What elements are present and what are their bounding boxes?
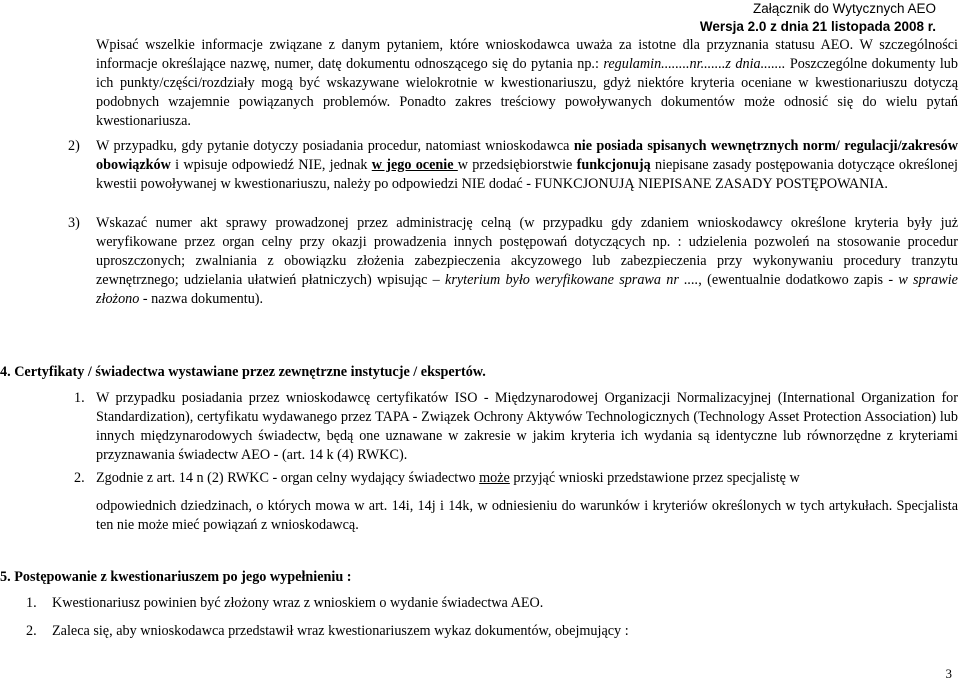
item-3-number: 3) xyxy=(68,215,80,231)
section-4-item-2: Zgodnie z art. 14 n (2) RWKC - organ celny wydający świadectwo może przyjąć wnioski przedstawione przez specjalistę w xyxy=(96,470,800,486)
section-5-item-1-number: 1. xyxy=(26,595,37,611)
header-attachment-line: Załącznik do Wytycznych AEO xyxy=(753,1,936,16)
section-5-item-2-number: 2. xyxy=(26,623,37,639)
intro-paragraph: Wpisać wszelkie informacje związane z danym pytaniem, które wnioskodawca uważa za istotne dla przyznania statusu AEO. W szczególności informacje określające nazwę, numer, datę dokumentu odnoszącego się do pytania np.: regulamin........nr.......z dnia....... Poszczególne dokumenty lub ich punkty/części/rozdziały mogą być wskazywane wielokrotnie w kwestionariuszu, gdyż niektóre kryteria oceniane w kwestionariuszu dotyczą podobnych wzajemnie powiązanych problemów. Ponadto zakres treściowy powoływanych dokumentów może odnosić się do wielu pytań kwestionariusza. xyxy=(96,37,958,129)
section-4-item-1: W przypadku posiadania przez wnioskodawcę certyfikatów ISO - Międzynarodowej Organizacji Normalizacyjnej (International Organization for Standardization), certyfikatu wydawanego przez TAPA - Związek Ochrony Aktywów Technologicznych (Technology Asset Protection Association) lub innych międzynarodowych świadectw, będą one uznawane w zakresie w jakim kryteria ich wydania są identyczne lub równorzędne z kryteriami przyznawania świadectw AEO - (art. 14 k (4) RWKC). xyxy=(96,390,958,463)
section-4-item-2-continuation: odpowiednich dziedzinach, o których mowa w art. 14i, 14j i 14k, w odniesieniu do warunków i kryteriów określonych w tych artykułach. Specjalista ten nie może mieć powiązań z wnioskodawcą. xyxy=(96,498,958,533)
page-number: 3 xyxy=(945,666,952,681)
header-version-line: Wersja 2.0 z dnia 21 listopada 2008 r. xyxy=(699,19,936,34)
document-header xyxy=(700,0,936,36)
item-3-paragraph: Wskazać numer akt sprawy prowadzonej przez administrację celną (w przypadku gdy zdaniem wnioskodawcy określone kryteria były już weryfikowane przez organ celny przy okazji prowadzenia innych postępowań dotyczących np. : udzielenia pozwoleń na stosowanie procedur uproszczonych; zwalniania z obowiązku złożenia zabezpieczenia akcyzowego lub zabezpieczenia przy wykonywaniu procedury tranzytu zewnętrznego; udzielania ułatwień płatniczych) wpisując – kryterium było weryfikowane sprawa nr ...., (ewentualnie dodatkowo zapis - w sprawie złożono - nazwa dokumentu). xyxy=(96,215,958,307)
item-2-paragraph: W przypadku, gdy pytanie dotyczy posiadania procedur, natomiast wnioskodawca nie posiada spisanych wewnętrznych norm/ regulacji/zakresów obowiązków i wpisuje odpowiedź NIE, jednak w jego ocenie w przedsiębiorstwie funkcjonują niepisane zasady postępowania dotyczące określonej kwestii powoływanej w kwestionariuszu, należy po odpowiedzi NIE dodać - FUNKCJONUJĄ NIEPISANE ZASADY POSTĘPOWANIA. xyxy=(96,138,959,192)
item-2-number: 2) xyxy=(68,138,80,154)
example-reference: regulamin........nr.......z dnia....... xyxy=(603,56,786,72)
section-4-item-2-number: 2. xyxy=(74,470,85,486)
section-4-heading: 4. Certyfikaty / świadectwa wystawiane przez zewnętrzne instytucje / ekspertów. xyxy=(0,364,486,380)
section-5-heading: 5. Postępowanie z kwestionariuszem po jego wypełnieniu : xyxy=(0,569,352,585)
section-5-item-1: Kwestionariusz powinien być złożony wraz z wnioskiem o wydanie świadectwa AEO. xyxy=(52,595,544,611)
section-5-item-2: Zaleca się, aby wnioskodawca przedstawił wraz kwestionariuszem wykaz dokumentów, obejmujący : xyxy=(52,623,629,639)
section-4-item-1-number: 1. xyxy=(74,390,85,406)
